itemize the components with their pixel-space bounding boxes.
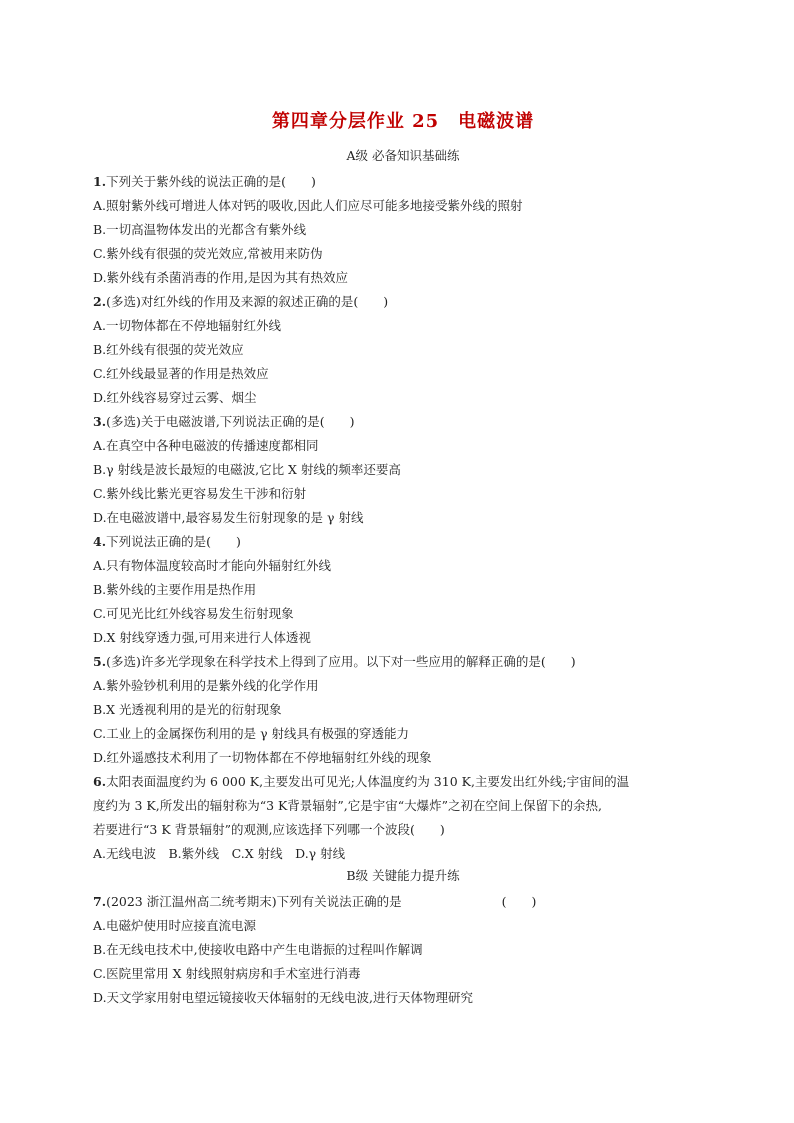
- question-number: 6.: [93, 774, 107, 789]
- question-number: 3.: [93, 414, 107, 429]
- question-number: 2.: [93, 294, 107, 309]
- option-b: B.一切高温物体发出的光都含有紫外线: [93, 222, 307, 237]
- option-d: D.天文学家用射电望远镜接收天体辐射的无线电波,进行天体物理研究: [93, 990, 474, 1005]
- question-1-stem: 1.下列关于紫外线的说法正确的是( ): [93, 174, 316, 189]
- question-number: 4.: [93, 534, 107, 549]
- option-b: B.在无线电技术中,使接收电路中产生电谐振的过程叫作解调: [93, 942, 423, 957]
- option-a: A.紫外验钞机利用的是紫外线的化学作用: [93, 678, 319, 693]
- option-a: A.照射紫外线可增进人体对钙的吸收,因此人们应尽可能多地接受紫外线的照射: [93, 198, 523, 213]
- question-6-options: A.无线电波 B.紫外线 C.X 射线 D.γ 射线: [93, 846, 346, 861]
- question-2-stem: 2.(多选)对红外线的作用及来源的叙述正确的是( ): [93, 294, 389, 309]
- question-7-stem: 7.(2023 浙江温州高二统考期末)下列有关说法正确的是 ( ): [93, 894, 537, 909]
- answer-bracket: ( ): [501, 894, 537, 909]
- question-number: 1.: [93, 174, 107, 189]
- option-d: D.紫外线有杀菌消毒的作用,是因为其有热效应: [93, 270, 349, 285]
- question-6-stem-line-2: 度约为 3 K,所发出的辐射称为“3 K背景辐射”,它是宇宙“大爆炸”之初在空间上保留下的余热,: [93, 798, 602, 813]
- option-a: A.一切物体都在不停地辐射红外线: [93, 318, 282, 333]
- option-b: B.红外线有很强的荧光效应: [93, 342, 244, 357]
- page-title: 第四章分层作业 25 电磁波谱: [271, 111, 535, 132]
- section-b-heading: B级 关键能力提升练: [346, 868, 460, 883]
- option-c: C.工业上的金属探伤利用的是 γ 射线具有极强的穿透能力: [93, 726, 410, 741]
- worksheet-page: [93, 108, 713, 1010]
- option-c: C.紫外线有很强的荧光效应,常被用来防伪: [93, 246, 323, 261]
- question-number: 5.: [93, 654, 107, 669]
- option-c: C.紫外线比紫光更容易发生干涉和衍射: [93, 486, 307, 501]
- option-b: B.X 光透视利用的是光的衍射现象: [93, 702, 282, 717]
- section-a-heading: A级 必备知识基础练: [346, 148, 460, 163]
- question-6-stem-line-1: 6.太阳表面温度约为 6 000 K,主要发出可见光;人体温度约为 310 K,主要发出红外线;宇宙间的温: [93, 774, 630, 789]
- option-a: A.在真空中各种电磁波的传播速度都相同: [93, 438, 319, 453]
- option-d: D.X 射线穿透力强,可用来进行人体透视: [93, 630, 311, 645]
- option-d: D.红外线容易穿过云雾、烟尘: [93, 390, 257, 405]
- question-3-stem: 3.(多选)关于电磁波谱,下列说法正确的是( ): [93, 414, 355, 429]
- question-6-stem-line-3: 若要进行“3 K 背景辐射”的观测,应该选择下列哪一个波段( ): [93, 822, 445, 837]
- option-c: C.红外线最显著的作用是热效应: [93, 366, 269, 381]
- question-4-stem: 4.下列说法正确的是( ): [93, 534, 241, 549]
- option-c: C.医院里常用 X 射线照射病房和手术室进行消毒: [93, 966, 361, 981]
- option-d: D.红外遥感技术利用了一切物体都在不停地辐射红外线的现象: [93, 750, 432, 765]
- option-b: B.紫外线的主要作用是热作用: [93, 582, 257, 597]
- option-d: D.在电磁波谱中,最容易发生衍射现象的是 γ 射线: [93, 510, 364, 525]
- question-5-stem: 5.(多选)许多光学现象在科学技术上得到了应用。以下对一些应用的解释正确的是( ): [93, 654, 576, 669]
- option-a: A.只有物体温度较高时才能向外辐射红外线: [93, 558, 332, 573]
- question-number: 7.: [93, 894, 107, 909]
- option-b: B.γ 射线是波长最短的电磁波,它比 X 射线的频率还要高: [93, 462, 401, 477]
- option-c: C.可见光比红外线容易发生衍射现象: [93, 606, 294, 621]
- option-a: A.电磁炉使用时应接直流电源: [93, 918, 257, 933]
